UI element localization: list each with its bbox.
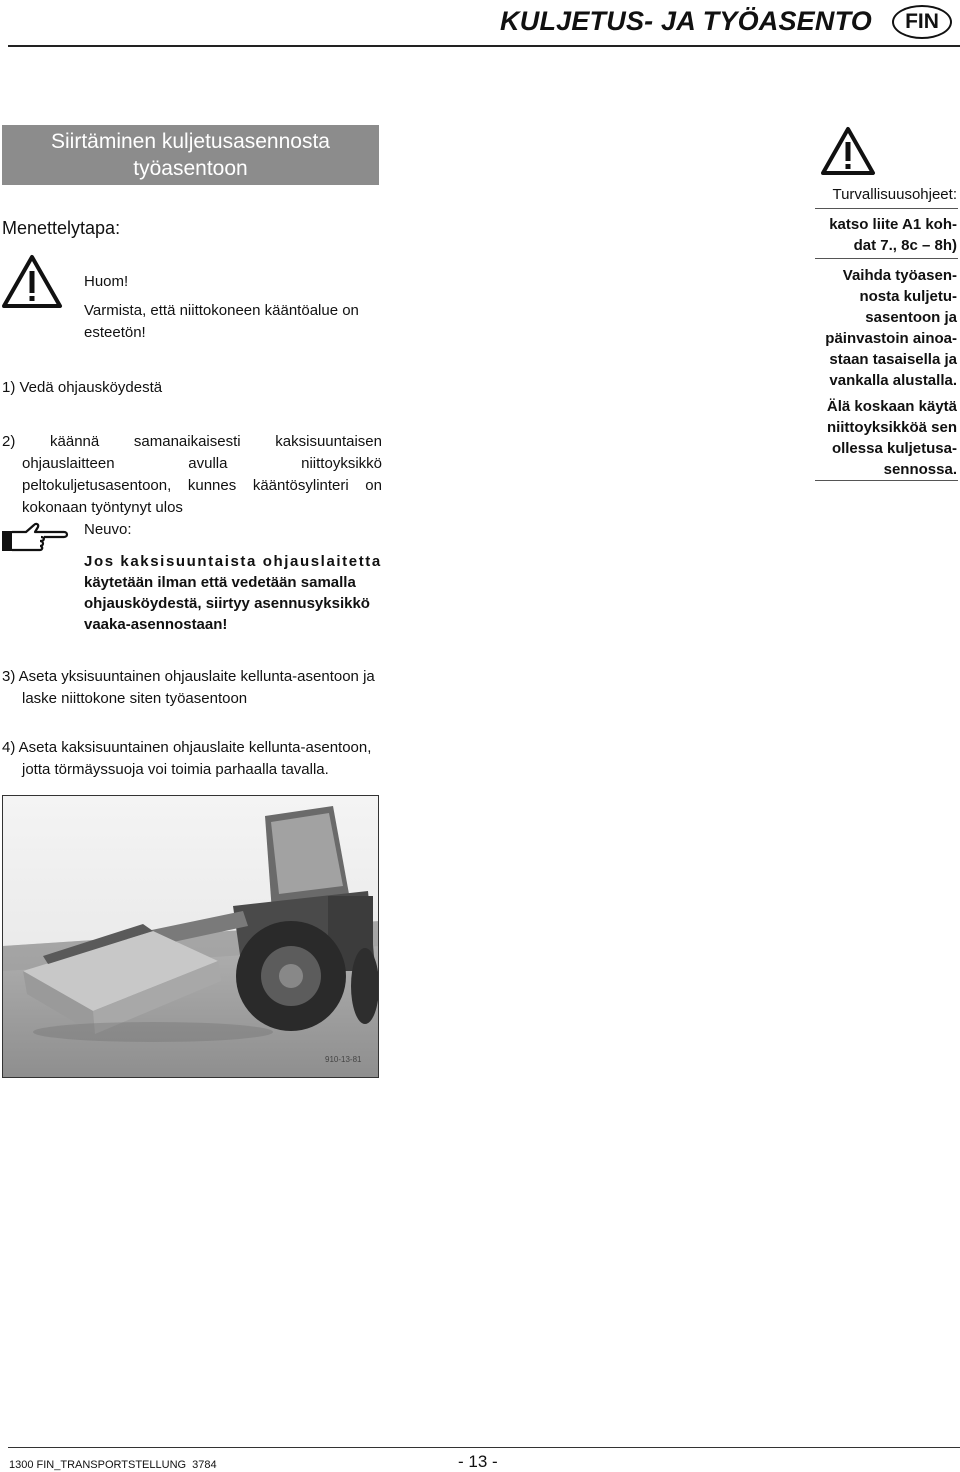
tip-line-4: vaaka-asennostaan! bbox=[84, 616, 228, 633]
step-3-text: 3) Aseta yksisuuntainen ohjauslaite kellunta-asentoon ja laske niittokone siten työasentoon bbox=[2, 668, 375, 707]
section-title-line1: Siirtäminen kuljetusasennosta bbox=[51, 130, 330, 153]
warning-triangle-icon bbox=[1, 254, 63, 309]
procedure-label: Menettelytapa: bbox=[2, 218, 121, 238]
tip-heading: Neuvo: bbox=[84, 521, 132, 538]
tip-text bbox=[84, 551, 389, 635]
header-divider bbox=[8, 45, 960, 47]
safety-note-1-line: Vaihda työasen- bbox=[842, 267, 957, 284]
step-2 bbox=[2, 431, 382, 519]
safety-note-2-line: ollessa kuljetusa- bbox=[831, 440, 957, 457]
safety-reference-line-2: dat 7., 8c – 8h) bbox=[853, 237, 957, 254]
safety-note-2-line: Älä koskaan käytä bbox=[826, 398, 957, 415]
safety-reference-line-1: katso liite A1 koh- bbox=[829, 216, 957, 233]
safety-note-1-line: päinvastoin ainoa- bbox=[825, 330, 957, 347]
language-badge: FIN bbox=[892, 5, 952, 39]
safety-note-1-line: sasentoon ja bbox=[865, 309, 957, 326]
section-title bbox=[2, 125, 379, 185]
safety-note-1-line: nosta kuljetu- bbox=[859, 288, 957, 305]
safety-note-2-line: sennossa. bbox=[883, 461, 957, 478]
photo-code: 910-13-81 bbox=[325, 1055, 362, 1064]
step-1-text: 1) Vedä ohjausköydestä bbox=[2, 379, 163, 396]
footer-divider bbox=[8, 1447, 960, 1448]
warning-text: Varmista, että niittokoneen kääntöalue on esteetön! bbox=[84, 302, 359, 341]
section-title-line2: työasentoon bbox=[133, 157, 248, 180]
tip-line-3: ohjausköydestä, siirtyy asennusyksikkö bbox=[84, 595, 370, 612]
step-4 bbox=[2, 737, 382, 781]
step-2-text: 2) käännä samanaikaisesti kaksisuuntaisen ohjauslaitteen avulla niittoyksikkö peltokuljetusasentoon, kunnes kääntösylinteri on kokonaan työntynyt ulos bbox=[2, 433, 382, 516]
safety-note-2-line: niittoyksikköä sen bbox=[826, 419, 957, 436]
safety-note-2 bbox=[815, 396, 957, 480]
tip-line-2: käytetään ilman että vedetään samalla bbox=[84, 574, 356, 591]
safety-note-1 bbox=[815, 265, 957, 391]
sidebar-divider-3 bbox=[815, 480, 958, 481]
tractor-mower-photo bbox=[2, 795, 379, 1078]
safety-heading: Turvallisuusohjeet: bbox=[832, 186, 957, 203]
safety-note-1-line: staan tasaisella ja bbox=[829, 351, 957, 368]
step-4-text: 4) Aseta kaksisuuntainen ohjauslaite kellunta-asentoon, jotta törmäyssuoja voi toimia parhaalla tavalla. bbox=[2, 739, 372, 778]
step-1 bbox=[2, 377, 382, 399]
page-header-title: KULJETUS- JA TYÖASENTO bbox=[500, 6, 872, 36]
page-number: - 13 - bbox=[458, 1452, 498, 1471]
sidebar-warning-icon bbox=[820, 126, 876, 176]
tip-line-1: Jos kaksisuuntaista ohjauslaitetta bbox=[84, 553, 382, 570]
pointing-hand-icon bbox=[0, 520, 70, 556]
footer-doc-id: 1300 FIN_TRANSPORTSTELLUNG 3784 bbox=[9, 1459, 217, 1471]
photo-illustration bbox=[3, 796, 379, 1078]
safety-reference bbox=[815, 214, 957, 256]
warning-heading: Huom! bbox=[84, 273, 129, 290]
sidebar-divider-2 bbox=[815, 258, 958, 259]
sidebar-divider-1 bbox=[815, 208, 958, 209]
safety-note-1-line: vankalla alustalla. bbox=[829, 372, 957, 389]
step-3 bbox=[2, 666, 382, 710]
